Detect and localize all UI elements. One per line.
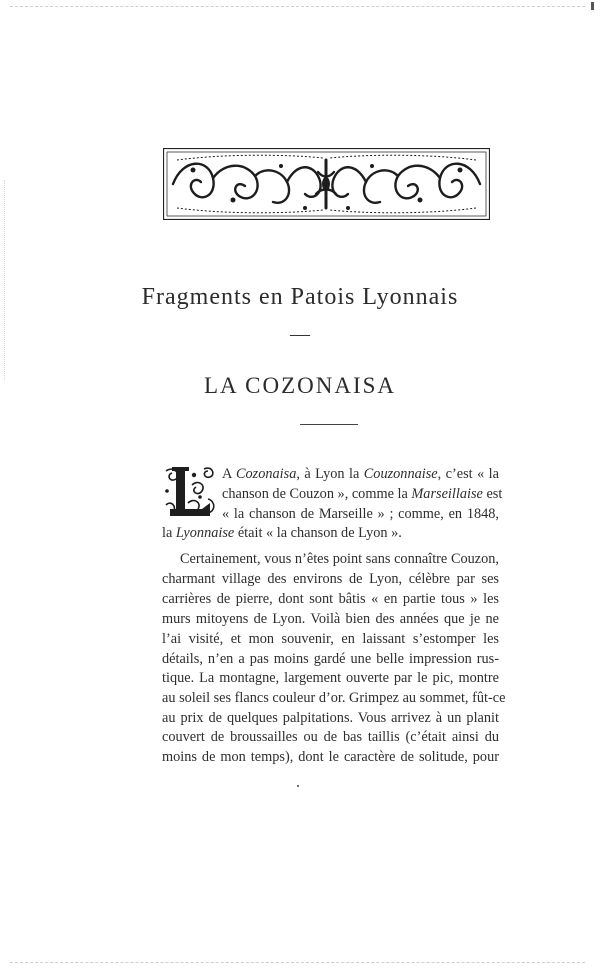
text-line: carrières de pierre, dont sont bâtis « en partie tous » les	[162, 591, 499, 607]
text-line: l’ai visité, et mon souvenir, en laissant s’estomper les	[162, 631, 499, 647]
text-line: chanson de Couzon », comme la Marseillaise est	[222, 486, 503, 502]
section-rule	[300, 424, 358, 425]
text-line: moins de mon temps), dont le caractère de solitude, pour	[162, 749, 499, 765]
text-line: charmant village des environs de Lyon, célèbre par ses	[162, 571, 499, 587]
text-line: tique. La montagne, largement ouverte par le pic, montre	[162, 670, 499, 686]
text-line: la Lyonnaise était « la chanson de Lyon ».	[162, 525, 402, 541]
ornamental-drop-cap	[162, 465, 218, 519]
text-line: au prix de quelques palpitations. Vous arrivez à un planit	[162, 710, 499, 726]
section-title: LA COZONAISA	[203, 373, 397, 398]
ornamental-headpiece	[163, 148, 490, 220]
scan-edge-left	[4, 180, 5, 380]
page-title: Fragments en Patois Lyonnais	[141, 284, 459, 310]
text-line: détails, n’en a pas moins gardé une belle impression rus-	[162, 651, 499, 667]
scan-corner-mark	[591, 2, 594, 10]
page-dot-mark	[297, 785, 299, 787]
text-line: murs mitoyens de Lyon. Voilà bien des années que je ne	[162, 611, 499, 627]
text-line: au soleil ses flancs couleur d’or. Grimpez au sommet, fût-ce	[162, 690, 506, 706]
scan-edge-top	[10, 6, 585, 7]
text-line: Certainement, vous n’êtes point sans connaître Couzon,	[180, 551, 499, 567]
scan-edge-bottom	[10, 962, 585, 963]
title-separator-dash: —	[290, 323, 310, 345]
text-line: A Cozonaisa, à Lyon la Couzonnaise, c’est « la	[222, 466, 499, 482]
text-line: couvert de broussailles ou de bas taillis (c’était ainsi du	[162, 729, 499, 745]
text-line: « la chanson de Marseille » ; comme, en 1848,	[222, 506, 499, 522]
